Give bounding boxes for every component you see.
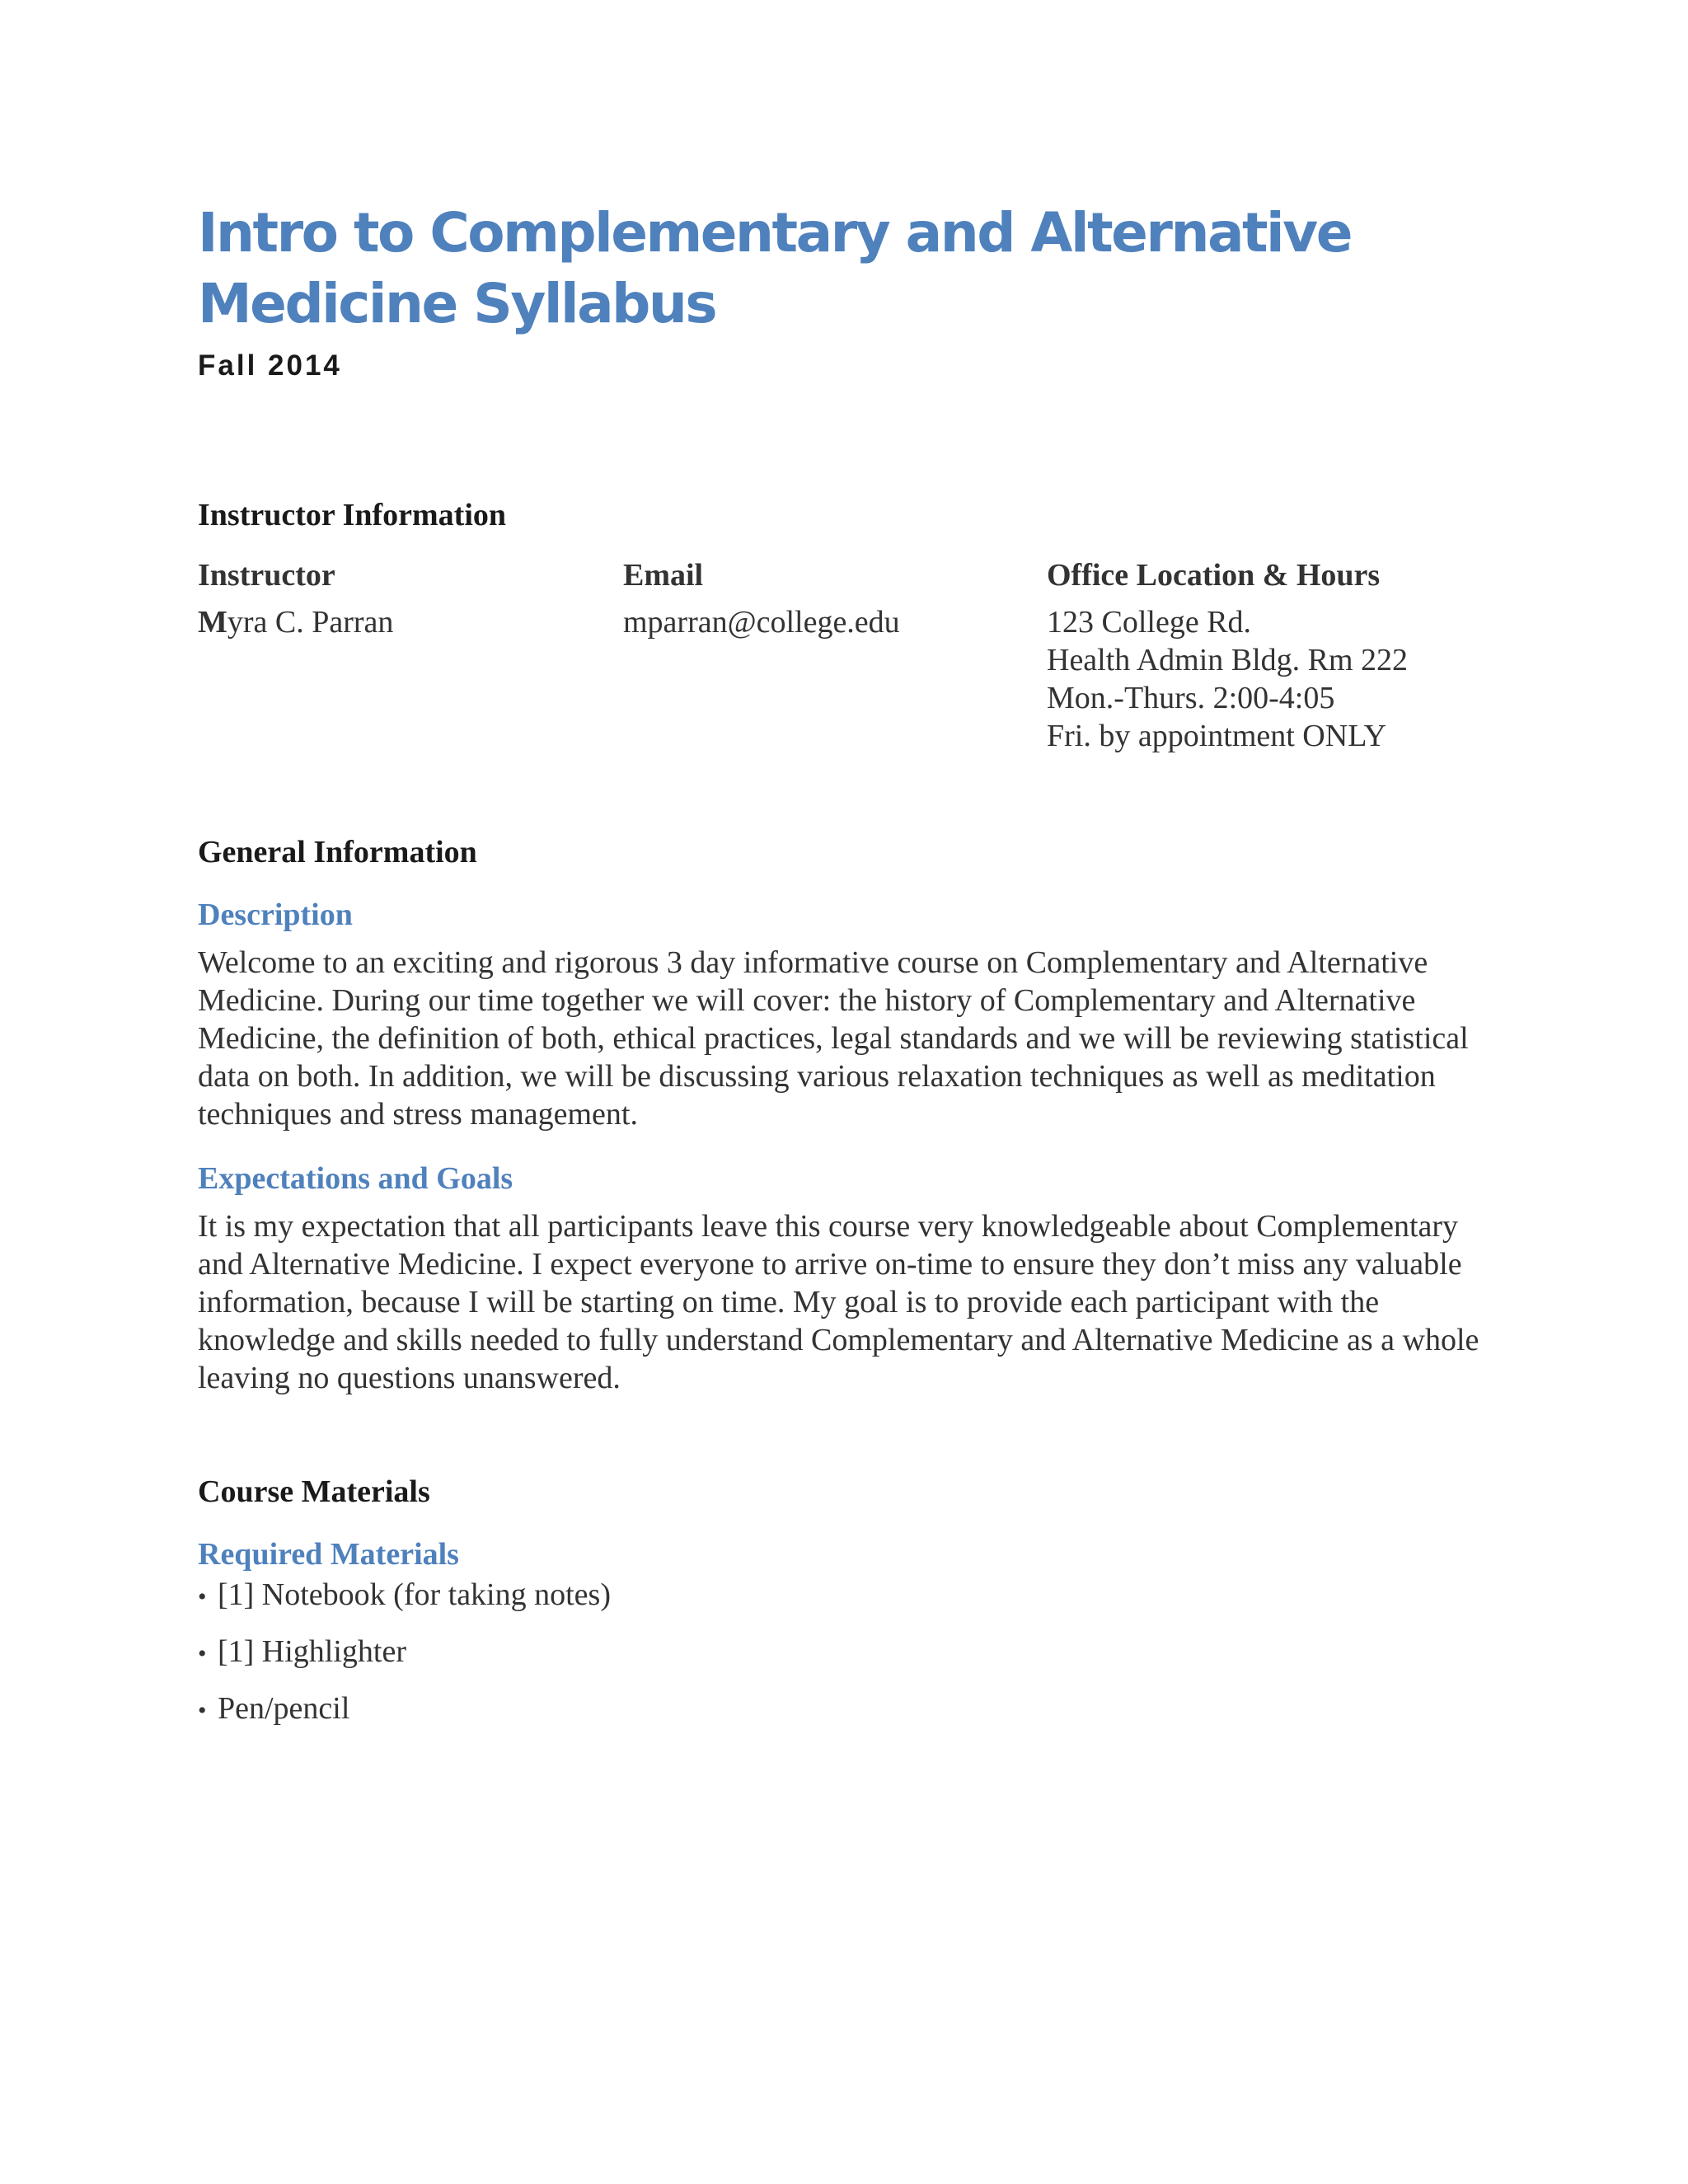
- office-building: Health Admin Bldg. Rm 222: [1047, 643, 1409, 677]
- expectations-heading: Expectations and Goals: [198, 1161, 513, 1196]
- list-item: [198, 1576, 611, 1616]
- instructor-column-heading: Instructor: [198, 558, 335, 593]
- list-item-text: [1] Notebook (for taking notes): [218, 1577, 611, 1612]
- bullet-icon: •: [198, 1583, 207, 1610]
- instructor-name: [198, 603, 393, 641]
- expectations-text: It is my expectation that all participants leave this course very knowledgeable about Complementary and Alternative Medicine. I expect everyone to arrive on-time to ensure they don’t miss any valuable information, because I will be starting on time. My goal is to provide each participant with the knowledge and skills needed to fully understand Complementary and Alternative Medicine as a whole leaving no questions unanswered.: [198, 1209, 1479, 1395]
- bullet-icon: •: [198, 1697, 207, 1724]
- office-friday: Fri. by appointment ONLY: [1047, 719, 1387, 753]
- general-information-heading: General Information: [198, 835, 477, 869]
- list-item-text: Pen/pencil: [218, 1691, 350, 1726]
- office-hours: Mon.-Thurs. 2:00-4:05: [1047, 681, 1335, 715]
- required-materials-heading: Required Materials: [198, 1537, 459, 1572]
- office-address: 123 College Rd.: [1047, 605, 1252, 640]
- description-text: Welcome to an exciting and rigorous 3 day informative course on Complementary and Alternative Medicine. During our time together we will cover: the history of Complementary and Alternative Medicine, the definition of both, ethical practices, legal standards and we will be reviewing statistical data on both. In addition, we will be discussing various relaxation techniques as well as meditation techniques and stress management.: [198, 945, 1469, 1132]
- email-column-heading: Email: [623, 558, 704, 593]
- list-item-text: [1] Highlighter: [218, 1634, 407, 1669]
- term-subtitle: Fall 2014: [198, 349, 342, 382]
- email-column: [623, 557, 900, 641]
- instructor-information-heading: Instructor Information: [198, 498, 507, 532]
- office-column: [1047, 557, 1408, 755]
- list-item: [198, 1633, 611, 1673]
- description-heading: Description: [198, 898, 353, 932]
- required-materials-list: [198, 1576, 611, 1746]
- instructor-column: [198, 557, 393, 641]
- list-item: [198, 1690, 611, 1730]
- instructor-name-initial: M: [198, 605, 227, 640]
- course-materials-heading: Course Materials: [198, 1474, 430, 1509]
- document-title: Intro to Complementary and Alternative Medicine Syllabus: [198, 201, 1351, 335]
- office-column-heading: Office Location & Hours: [1047, 558, 1381, 593]
- bullet-icon: •: [198, 1640, 207, 1667]
- instructor-email: mparran@college.edu: [623, 605, 900, 640]
- instructor-name-rest: yra C. Parran: [227, 605, 394, 640]
